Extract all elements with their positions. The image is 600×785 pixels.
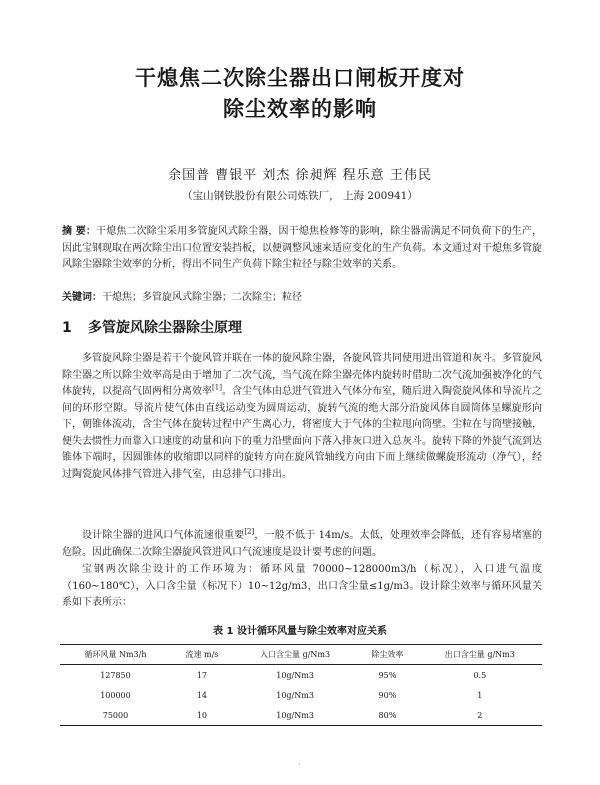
section-1-number: 1 bbox=[62, 320, 72, 336]
table-cell: 100000 bbox=[100, 690, 131, 700]
citation-2: [2] bbox=[244, 527, 255, 536]
table-header-cell: 流速 m/s bbox=[171, 645, 233, 665]
table-row bbox=[60, 665, 542, 686]
paper-title-line-1: 干熄焦二次除尘器出口闸板开度对 bbox=[135, 66, 465, 90]
page-footer-mark: · bbox=[298, 760, 301, 769]
table-cell: 17 bbox=[196, 670, 208, 680]
table-cell: 10g/Nm3 bbox=[276, 670, 314, 680]
table-row bbox=[60, 685, 542, 705]
citation-1: [1] bbox=[212, 383, 222, 392]
paragraph-2-text-b: ，一般不低于 14m/s。太低，处理效率会降低，还有容易堵塞的危险。因此确保二次除尘器旋风管进风口气流速度是设计要考虑的问题。 bbox=[62, 530, 543, 558]
abstract-label: 摘 要： bbox=[62, 226, 97, 237]
table-cell: 127850 bbox=[100, 670, 131, 680]
abstract bbox=[62, 224, 542, 274]
table-row bbox=[60, 705, 542, 726]
table-cell: 90% bbox=[378, 690, 397, 700]
table-header-cell: 入口含尘量 g/Nm3 bbox=[233, 645, 357, 665]
table-header-row bbox=[60, 645, 542, 665]
table-cell: 75000 bbox=[60, 705, 171, 726]
keywords-label: 关键词： bbox=[62, 292, 102, 303]
table-1 bbox=[60, 644, 542, 726]
table-cell: 14 bbox=[196, 690, 208, 700]
table-header-cell: 出口含尘量 g/Nm3 bbox=[418, 645, 542, 665]
paper-title-line-2: 除尘效率的影响 bbox=[223, 97, 377, 121]
paragraph-3: 宝钢两次除尘设计的工作环境为：循环风量 70000~128000m3/h（标况），入口进气温度（160~180℃），入口含尘量（标况下）10~12g/m3，出口含尘量≤1g/m3。设计除尘效率与循环风量关系如下表所示： bbox=[62, 564, 542, 608]
paragraph-2-text-a: 设计除尘器的进风口气体流速很重要 bbox=[82, 530, 245, 541]
table-cell: 10 bbox=[171, 705, 233, 726]
keywords bbox=[62, 290, 542, 307]
section-1-heading bbox=[62, 317, 242, 337]
table-cell: 10g/Nm3 bbox=[276, 690, 314, 700]
table-1-caption: 表 1 设计循环风量与除尘效率对应关系 bbox=[213, 626, 387, 637]
author-list: 余国普 曹银平 刘杰 徐昶辉 程乐意 王伟民 bbox=[168, 168, 432, 183]
keywords-text: 干熄焦；多管旋风式除尘器；二次除尘；粒径 bbox=[102, 292, 302, 303]
table-header-cell: 除尘效率 bbox=[357, 645, 417, 665]
abstract-text: 干熄焦二次除尘采用多管旋风式除尘器，因干熄焦检修等的影响，除尘器需满足不同负荷下的生产，因此宝钢现取在两次除尘出口位置安装挡板，以便调整风速来适应变化的生产负荷。本文通过对干熄焦多管旋风除尘器除尘效率的分析，得出不同生产负荷下除尘粒径与除尘效率的关系。 bbox=[62, 226, 543, 270]
table-cell: 1 bbox=[477, 690, 483, 700]
table-cell: 80% bbox=[357, 705, 417, 726]
paragraph-1-text-b: 。含尘气体由总进气管进入气体分布室，随后进入陶瓷旋风体和导流片之间的环形空隙。导流片使气体由直线运动变为圆周运动，旋转气流的绝大部分沿旋风体自圆筒体呈螺旋形向下，朝锥体流动，含尘气体在旋转过程中产生离心力，将密度大于气体的尘粒甩向筒壁。尘粒在与筒壁接触，便失去惯性力而靠入口速度的动量和向下的重力沿壁面向下落入排灰口进入总灰斗。旋转下降的外旋气流到达锥体下端时，因圆锥体的收缩即以同样的旋转方向在旋风管轴线方向由下而上继续做螺旋形流动（净气），经过陶瓷旋风体排气管进入排气室，由总排气口排出。 bbox=[62, 386, 543, 480]
table-cell: 0.5 bbox=[473, 670, 487, 680]
table-cell: 10g/Nm3 bbox=[233, 705, 357, 726]
section-1-title: 多管旋风除尘器除尘原理 bbox=[88, 320, 242, 336]
table-cell: 95% bbox=[378, 670, 397, 680]
table-cell: 2 bbox=[418, 705, 542, 726]
affiliation: （宝山钢铁股份有限公司炼铁厂， 上海 200941） bbox=[182, 190, 418, 202]
paragraph-1-text-a: 多管旋风除尘器是若干个旋风管并联在一体的旋风除尘器，各旋风管共同使用进出管道和灰斗。多管旋风除尘器之所以除尘效率高是由于增加了二次气流，当气流在除尘器壳体内旋转时借助二次气流加强被净化的气体旋转，以提高气固两相分离效率 bbox=[62, 353, 542, 397]
table-header-cell: 循环风量 Nm3/h bbox=[60, 645, 171, 665]
paragraph-2 bbox=[62, 528, 542, 561]
paragraph-1 bbox=[62, 351, 542, 483]
